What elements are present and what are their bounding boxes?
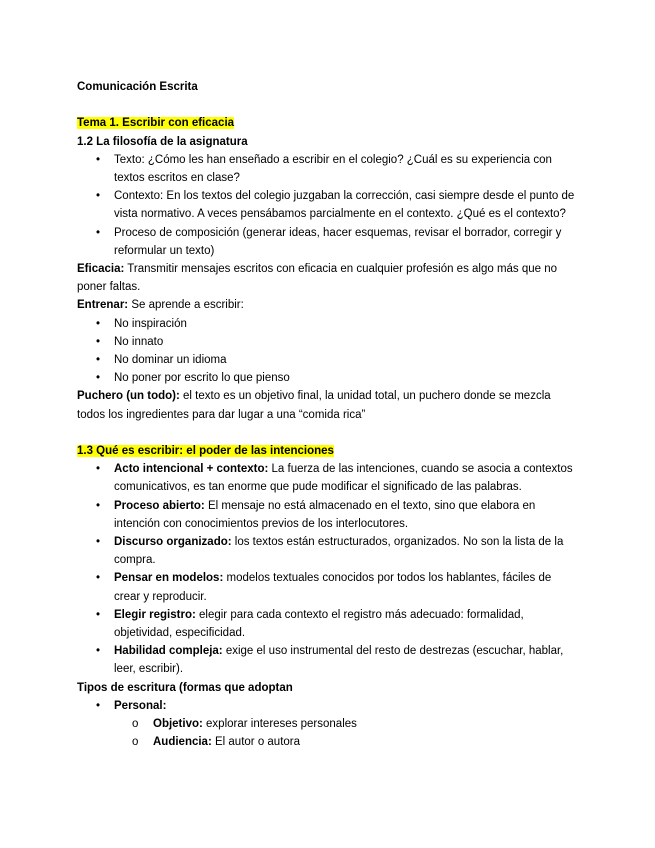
list-item: • Proceso abierto: El mensaje no está almacenado en el texto, sino que elabora en intención con conocimientos previos de los interlocutores. bbox=[114, 497, 577, 533]
list-item: • Elegir registro: elegir para cada contexto el registro más adecuado: formalidad, objetividad, especificidad. bbox=[114, 606, 577, 642]
section-1-3-heading-line bbox=[77, 442, 577, 460]
document-title: Comunicación Escrita bbox=[77, 81, 198, 93]
intentions-bullet-list bbox=[77, 460, 577, 678]
tema1-heading-line bbox=[77, 114, 577, 132]
list-item: • Proceso de composición (generar ideas, hacer esquemas, revisar el borrador, corregir y reformular un texto) bbox=[114, 224, 577, 260]
eficacia-paragraph bbox=[77, 260, 577, 296]
list-item bbox=[114, 697, 577, 752]
sub-list-item: o Objetivo: explorar intereses personales bbox=[153, 715, 577, 733]
list-item: • Texto: ¿Cómo les han enseñado a escribir en el colegio? ¿Cuál es su experiencia con textos escritos en clase? bbox=[114, 151, 577, 187]
document-page bbox=[77, 78, 577, 751]
eficacia-label: Eficacia: bbox=[77, 263, 125, 276]
list-item: • Pensar en modelos: modelos textuales conocidos por todos los hablantes, fáciles de crear y reproducir. bbox=[114, 569, 577, 605]
blank-line bbox=[77, 96, 577, 114]
puchero-paragraph bbox=[77, 387, 577, 423]
entrenar-bullet-list bbox=[77, 315, 577, 388]
personal-sublist bbox=[114, 715, 577, 751]
puchero-text: el texto es un objetivo final, la unidad total, un puchero donde se mezcla todos los ingredientes para dar lugar a una “comida rica” bbox=[77, 390, 551, 421]
list-item: • No dominar un idioma bbox=[114, 351, 577, 369]
puchero-label: Puchero (un todo): bbox=[77, 390, 180, 403]
entrenar-paragraph bbox=[77, 296, 577, 314]
list-item: • No poner por escrito lo que pienso bbox=[114, 369, 577, 387]
section-1-3-heading: 1.3 Qué es escribir: el poder de las intenciones bbox=[77, 445, 334, 458]
entrenar-label: Entrenar: bbox=[77, 299, 129, 312]
list-item: • No inspiración bbox=[114, 315, 577, 333]
list-item: • Discurso organizado: los textos están estructurados, organizados. No son la lista de la compra. bbox=[114, 533, 577, 569]
writing-types-list bbox=[77, 697, 577, 752]
list-item: • Contexto: En los textos del colegio juzgaban la corrección, casi siempre desde el punto de vista normativo. A veces pensábamos parcialmente en el contexto. ¿Qué es el contexto? bbox=[114, 187, 577, 223]
list-item: • Habilidad compleja: exige el uso instrumental del resto de destrezas (escuchar, hablar, leer, escribir). bbox=[114, 642, 577, 678]
writing-types-heading: Tipos de escritura (formas que adoptan bbox=[77, 681, 293, 694]
eficacia-text: Transmitir mensajes escritos con eficacia en cualquier profesión es algo más que no poner faltas. bbox=[77, 263, 558, 294]
philosophy-bullet-list bbox=[77, 151, 577, 260]
list-item: • No innato bbox=[114, 333, 577, 351]
section-1-2-heading: 1.2 La filosofía de la asignatura bbox=[77, 135, 248, 148]
blank-line bbox=[77, 424, 577, 442]
personal-label: Personal: bbox=[114, 699, 167, 712]
sub-list-item: o Audiencia: El autor o autora bbox=[153, 733, 577, 751]
tema1-heading: Tema 1. Escribir con eficacia bbox=[77, 117, 235, 130]
entrenar-text: Se aprende a escribir: bbox=[128, 299, 244, 312]
list-item: • Acto intencional + contexto: La fuerza de las intenciones, cuando se asocia a contextos comunicativos, es tan enorme que pude modificar el significado de las palabras. bbox=[114, 460, 577, 496]
